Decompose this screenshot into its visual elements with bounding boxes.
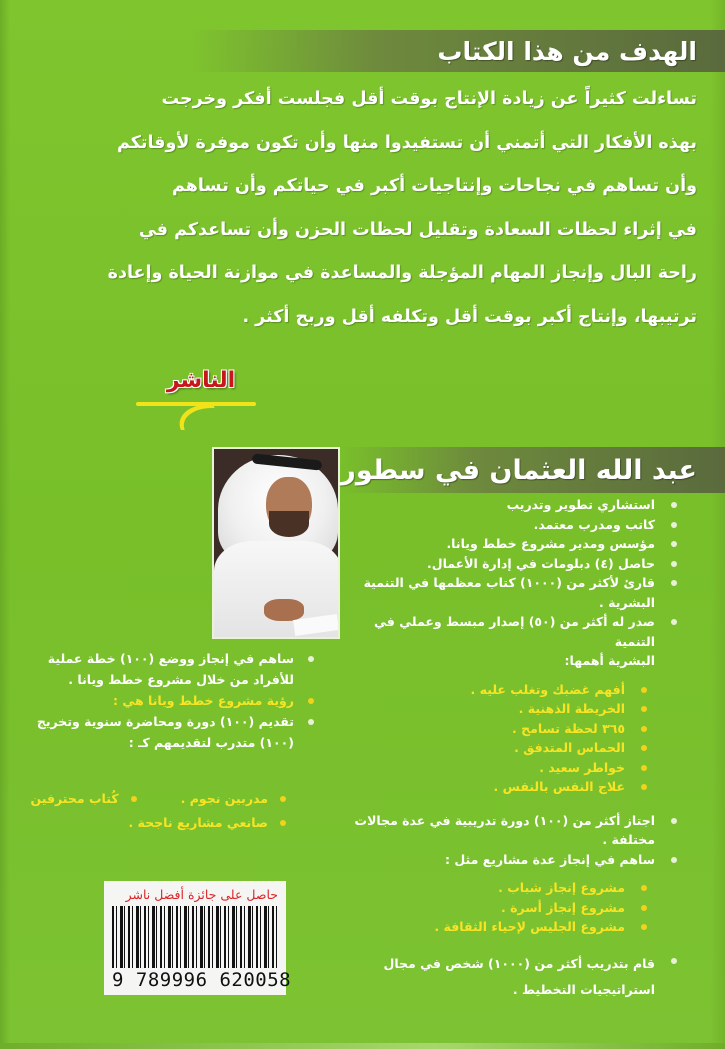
goal-paragraph: [107, 78, 697, 339]
cover-bottom-edge: [0, 1043, 725, 1049]
goal-section-title: الهدف من هذا الكتاب: [437, 36, 697, 66]
target-item: مدربين نجوم .: [181, 791, 290, 806]
goal-line: في إثراء لحظات السعادة وتقليل لحظات الحزن وأن تساعدكم في: [138, 219, 697, 240]
bio-item-text: قام بتدريب أكثر من (١٠٠٠) شخص في مجال: [383, 955, 655, 971]
cover-spine-edge: [711, 0, 725, 1049]
bio-section-header: [340, 447, 725, 493]
cover-left-edge: [0, 0, 10, 1049]
left-item-text: تقديم (١٠٠) دورة ومحاضرة سنوية وتخريج: [36, 714, 294, 729]
bio-section-title: عبد الله العثمان في سطور: [340, 454, 697, 486]
bio-item: اجتاز أكثر من (١٠٠) دورة تدريبية في عدة مجالات مختلفة .: [340, 811, 685, 850]
goal-line: وأن تساهم في نجاحات وإنتاجيات أكبر في حياتكم وأن تساهم: [172, 176, 697, 196]
goal-section-header: [190, 30, 725, 72]
left-column-list: [30, 648, 320, 753]
left-item-continuation: (١٠٠) متدرب لتقديمهم كـ :: [128, 735, 294, 750]
left-item: [30, 648, 320, 690]
book-title-item: علاج النفس بالنفس .: [340, 777, 685, 797]
bio-item: [340, 951, 685, 1003]
bio-item-continuation: استراتيجيات التخطيط .: [512, 981, 655, 997]
bio-item: قارئ لأكثر من (١٠٠٠) كتاب معظمها في التنمية البشرية .: [340, 573, 685, 612]
goal-line: راحة البال وإنجاز المهام المؤجلة والمساعدة في موازنة الحياة وإعادة: [107, 263, 697, 283]
project-item: مشروع الجليس لإحياء الثقافة .: [340, 917, 685, 937]
publisher-label: الناشر: [166, 368, 236, 393]
bio-item: استشاري تطوير وتدريب: [340, 495, 685, 515]
award-label: حاصل على جائزة أفضل ناشر: [125, 887, 278, 902]
bio-item-text: صدر له أكثر من (٥٠) إصدار مبسط وعملي في التنمية: [374, 614, 655, 649]
bio-item: مؤسس ومدير مشروع خطط ويانا.: [340, 534, 685, 554]
vision-heading-item: رؤية مشروع خطط ويانا هي :: [30, 690, 320, 711]
goal-line: تساءلت كثيراً عن زيادة الإنتاج بوقت أقل فجلست أفكر وخرجت: [161, 89, 697, 109]
book-title-item: الحماس المتدفق .: [340, 738, 685, 758]
bio-list: [340, 495, 685, 1003]
author-photo: [212, 447, 340, 639]
publisher-signature: [146, 368, 256, 393]
book-title-item: أفهم غضبك وتغلب عليه .: [340, 680, 685, 700]
goal-line: بهذه الأفكار التي أتمني أن تستفيدوا منها وأن تكون موفرة لأوقاتكم: [116, 132, 697, 153]
book-title-item: ٣٦٥ لحظة تسامح .: [340, 719, 685, 739]
goal-line: ترتيبها، وإنتاج أكبر بوقت أقل وتكلفه أقل وربح أكثر .: [242, 306, 697, 327]
bio-item-continuation: البشرية أهمها:: [564, 653, 655, 668]
book-title-item: الخريطة الذهنية .: [340, 699, 685, 719]
project-item: مشروع إنجاز شباب .: [340, 878, 685, 898]
barcode-bars-icon: [112, 906, 278, 968]
left-item-continuation: للأفراد من خلال مشروع خطط ويانا .: [68, 672, 294, 687]
left-item: [30, 711, 320, 753]
target-item: صانعي مشاريع ناجحة .: [128, 815, 290, 830]
bio-item: حاصل (٤) دبلومات في إدارة الأعمال.: [340, 554, 685, 574]
bio-item: كاتب ومدرب معتمد.: [340, 515, 685, 535]
signature-swoosh-icon: [171, 404, 222, 430]
isbn-digits: 9 789996 620058: [112, 969, 292, 991]
bio-item: ساهم في إنجاز عدة مشاريع مثل :: [340, 850, 685, 870]
target-list: [30, 786, 290, 834]
project-item: مشروع إنجاز أسرة .: [340, 898, 685, 918]
bio-item: [340, 612, 685, 671]
isbn-barcode: [104, 881, 292, 995]
book-title-item: خواطر سعيد .: [340, 758, 685, 778]
target-item: كُتاب محترفين: [30, 791, 140, 806]
left-item-text: ساهم في إنجاز ووضع (١٠٠) خطة عملية: [47, 651, 294, 666]
